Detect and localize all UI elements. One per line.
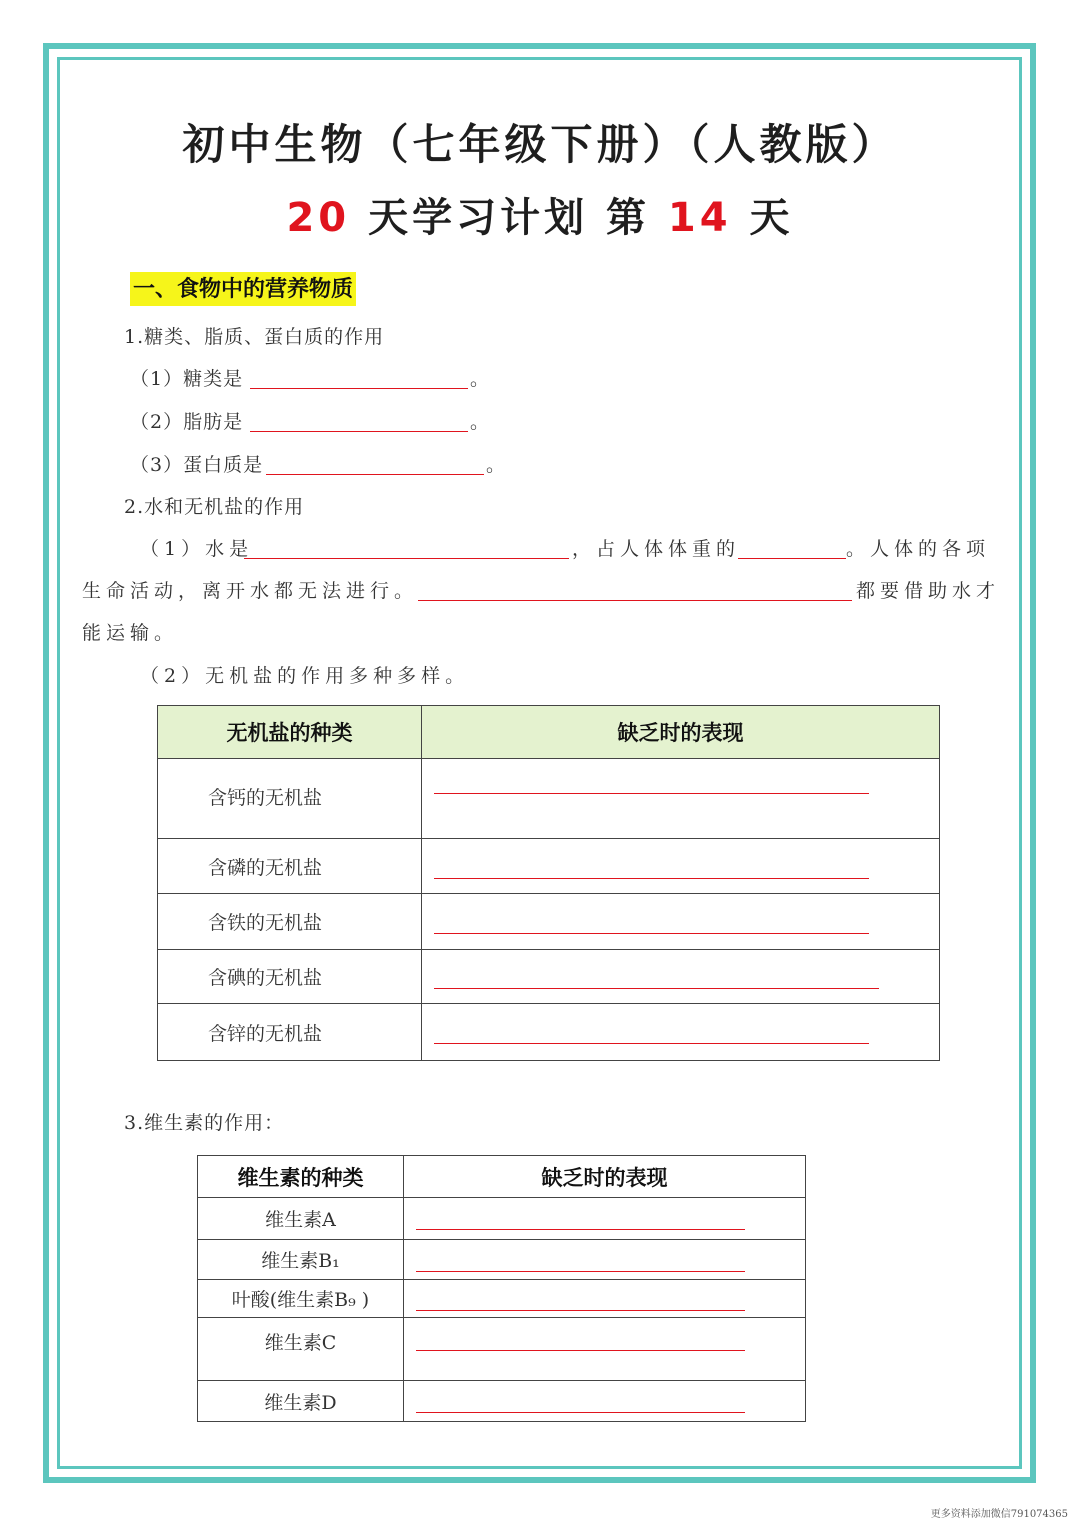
footer-note: 更多资料添加微信791074365: [930, 1509, 1068, 1520]
vitamins-header-kind: 维生素的种类: [198, 1156, 404, 1198]
answer-line: [434, 878, 869, 879]
answer-line: [434, 1043, 869, 1044]
vitamin-c: 维生素C: [198, 1318, 404, 1381]
day-number: 14: [667, 195, 732, 241]
table-row: [158, 1004, 940, 1061]
q1-item-2-label: （2）脂肪是: [130, 411, 244, 433]
vitamin-b1-answer[interactable]: [404, 1240, 806, 1280]
water-percent-blank[interactable]: [738, 558, 846, 559]
q1-item-3-end: 。: [486, 454, 507, 476]
minerals-header-deficiency: 缺乏时的表现: [422, 706, 940, 759]
vitamin-d: 维生素D: [198, 1381, 404, 1422]
table-row: [198, 1240, 806, 1280]
table-row: [158, 894, 940, 950]
answer-line: [416, 1271, 745, 1272]
q1-item-1-label: （1）糖类是: [130, 368, 244, 390]
section-heading: 一、食物中的营养物质: [130, 272, 356, 306]
q3-title: 3.维生素的作用：: [124, 1112, 285, 1134]
vitamins-table: [197, 1155, 806, 1422]
q1-blank-1[interactable]: [250, 388, 468, 389]
mineral-phosphorus-answer[interactable]: [422, 839, 940, 894]
answer-line: [434, 933, 869, 934]
mineral-iron-answer[interactable]: [422, 894, 940, 950]
answer-line: [434, 988, 879, 989]
mineral-zinc-answer[interactable]: [422, 1004, 940, 1061]
answer-line: [416, 1310, 745, 1311]
subtitle-end-text: 天: [731, 195, 794, 241]
table-row: [198, 1381, 806, 1422]
q1-item-3-label: （3）蛋白质是: [130, 454, 264, 476]
table-row: [198, 1318, 806, 1381]
table-row: [158, 759, 940, 839]
q2-p2-start: 生命活动，离开水都无法进行。: [82, 580, 419, 602]
mineral-iodine-answer[interactable]: [422, 950, 940, 1004]
water-transport-blank[interactable]: [418, 600, 852, 601]
plan-days-count: 20: [286, 195, 351, 241]
q2-p1-mid: ，占人体体重的: [572, 538, 741, 560]
mineral-iodine: 含碘的无机盐: [158, 950, 422, 1004]
table-row: [158, 950, 940, 1004]
q1-blank-2[interactable]: [250, 431, 468, 432]
q1-item-2-end: 。: [470, 411, 491, 433]
q2-p4: （2）无机盐的作用多种多样。: [140, 665, 470, 687]
q1-title: 1.糖类、脂质、蛋白质的作用: [124, 326, 385, 348]
vitamin-b9-answer[interactable]: [404, 1280, 806, 1318]
answer-line: [434, 793, 869, 794]
table-row: [158, 839, 940, 894]
table-row: [198, 1198, 806, 1240]
vitamin-b1: 维生素B₁: [198, 1240, 404, 1280]
q1-blank-3[interactable]: [266, 474, 484, 475]
q2-p1-end: 。人体的各项: [846, 538, 991, 560]
mineral-calcium: 含钙的无机盐: [158, 759, 422, 839]
page-subtitle: [0, 186, 1080, 243]
vitamin-a: 维生素A: [198, 1198, 404, 1240]
answer-line: [416, 1412, 745, 1413]
minerals-table: [157, 705, 940, 1061]
mineral-zinc: 含锌的无机盐: [158, 1004, 422, 1061]
q2-p3: 能运输。: [82, 622, 179, 644]
vitamin-a-answer[interactable]: [404, 1198, 806, 1240]
answer-line: [416, 1350, 745, 1351]
vitamin-d-answer[interactable]: [404, 1381, 806, 1422]
table-row: [198, 1280, 806, 1318]
q2-p1-start: （1）水是: [140, 538, 254, 560]
minerals-header-kind: 无机盐的种类: [158, 706, 422, 759]
answer-line: [416, 1229, 745, 1230]
vitamins-header-deficiency: 缺乏时的表现: [404, 1156, 806, 1198]
subtitle-mid-text: 天学习计划 第: [350, 195, 668, 241]
vitamin-b9: 叶酸(维生素B₉ ): [198, 1280, 404, 1318]
mineral-calcium-answer[interactable]: [422, 759, 940, 839]
mineral-phosphorus: 含磷的无机盐: [158, 839, 422, 894]
q2-title: 2.水和无机盐的作用: [124, 496, 305, 518]
q1-item-1-end: 。: [470, 368, 491, 390]
mineral-iron: 含铁的无机盐: [158, 894, 422, 950]
q2-p2-end: 都要借助水才: [856, 580, 1001, 602]
vitamin-c-answer[interactable]: [404, 1318, 806, 1381]
water-role-blank[interactable]: [244, 558, 569, 559]
page-title: 初中生物（七年级下册）（人教版）: [182, 120, 898, 169]
